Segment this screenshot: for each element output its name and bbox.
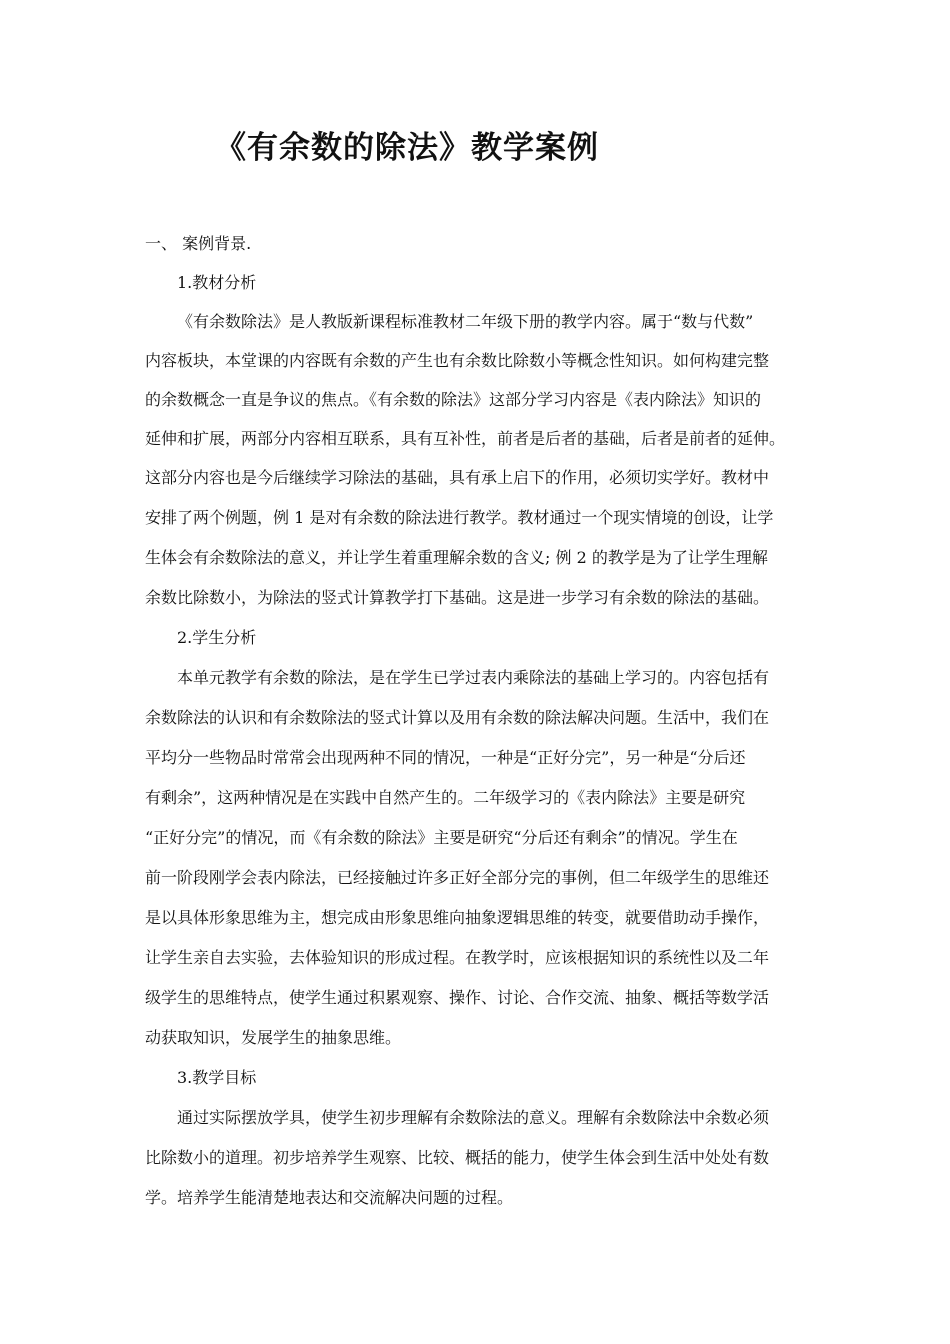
section-heading-background: 一、 案例背景. xyxy=(145,234,252,253)
paragraph-line: 级学生的思维特点，使学生通过积累观察、操作、讨论、合作交流、抽象、概括等数学活 xyxy=(145,988,770,1007)
paragraph-line: 的余数概念一直是争议的焦点。《有余数的除法》这部分学习内容是《表内除法》知识的 xyxy=(145,390,762,409)
paragraph-line: 是以具体形象思维为主，想完成由形象思维向抽象逻辑思维的转变，就要借助动手操作， xyxy=(145,908,770,927)
paragraph-line: 余数除法的认识和有余数除法的竖式计算以及用有余数的除法解决问题。生活中，我们在 xyxy=(145,708,770,727)
paragraph-line: 这部分内容也是今后继续学习除法的基础，具有承上启下的作用，必须切实学好。教材中 xyxy=(145,468,770,487)
paragraph-line: 生体会有余数除法的意义，并让学生着重理解余数的含义; 例 2 的教学是为了让学生理解 xyxy=(145,548,768,567)
paragraph-line: 平均分一些物品时常常会出现两种不同的情况，一种是“正好分完”，另一种是“分后还 xyxy=(145,748,746,767)
paragraph-line: 余数比除数小，为除法的竖式计算教学打下基础。这是进一步学习有余数的除法的基础。 xyxy=(145,588,770,607)
paragraph-line: 本单元教学有余数的除法，是在学生已学过表内乘除法的基础上学习的。内容包括有 xyxy=(177,668,770,687)
paragraph-line: 学。培养学生能清楚地表达和交流解决问题的过程。 xyxy=(145,1188,514,1207)
subsection-heading-students: 2.学生分析 xyxy=(177,628,257,647)
subsection-heading-materials: 1.教材分析 xyxy=(177,273,257,292)
paragraph-line: “正好分完”的情况，而《有余数的除法》主要是研究“分后还有剩余”的情况。学生在 xyxy=(145,828,738,847)
paragraph-line: 比除数小的道理。初步培养学生观察、比较、概括的能力，使学生体会到生活中处处有数 xyxy=(145,1148,770,1167)
paragraph-line: 安排了两个例题，例 1 是对有余数的除法进行教学。教材通过一个现实情境的创设，让学 xyxy=(145,508,774,527)
paragraph-line: 通过实际摆放学具，使学生初步理解有余数除法的意义。理解有余数除法中余数必须 xyxy=(177,1108,770,1127)
paragraph-line: 前一阶段刚学会表内除法，已经接触过许多正好全部分完的事例，但二年级学生的思维还 xyxy=(145,868,770,887)
paragraph-line: 内容板块，本堂课的内容既有余数的产生也有余数比除数小等概念性知识。如何构建完整 xyxy=(145,351,770,370)
paragraph-line: 延伸和扩展，两部分内容相互联系，具有互补性，前者是后者的基础，后者是前者的延伸。 xyxy=(145,429,786,448)
paragraph-line: 动获取知识，发展学生的抽象思维。 xyxy=(145,1028,402,1047)
subsection-heading-objectives: 3.教学目标 xyxy=(177,1068,257,1087)
paragraph-line: 有剩余”，这两种情况是在实践中自然产生的。二年级学习的《表内除法》主要是研究 xyxy=(145,788,746,807)
paragraph-line: 《有余数除法》是人教版新课程标准教材二年级下册的教学内容。属于“数与代数” xyxy=(177,312,754,331)
paragraph-line: 让学生亲自去实验，去体验知识的形成过程。在教学时，应该根据知识的系统性以及二年 xyxy=(145,948,770,967)
document-title: 《有余数的除法》教学案例 xyxy=(215,130,599,166)
